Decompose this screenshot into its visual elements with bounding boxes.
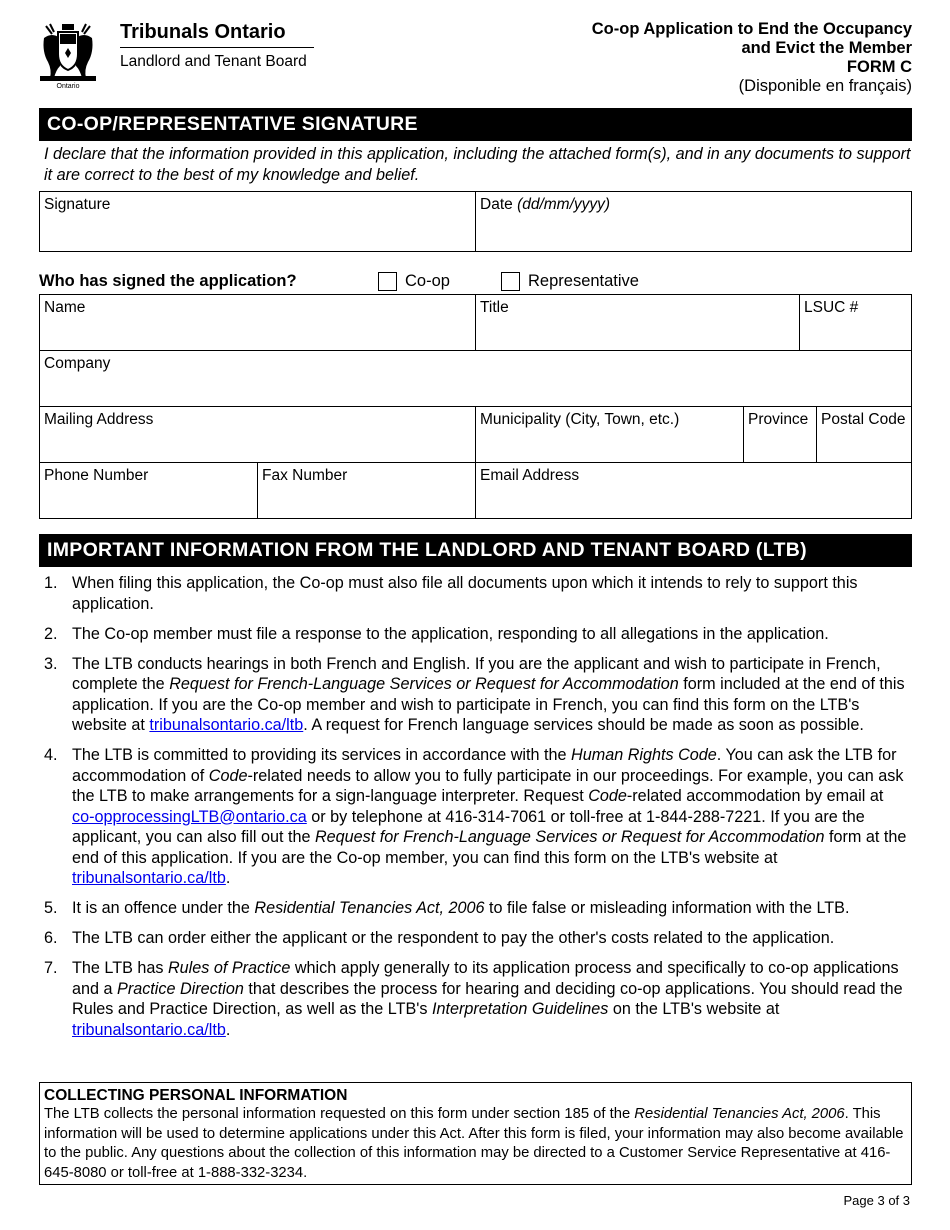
lsuc-label: LSUC # bbox=[804, 299, 859, 316]
form-code: FORM C bbox=[846, 58, 912, 76]
postal-code-field[interactable] bbox=[816, 406, 912, 463]
info-item-3: 3. The LTB conducts hearings in both French and English. If you are the applicant and wish to participate in French, complete the Request for French-Language Services or Request for Accommodation form included at the end of this application. If you are the Co-op member and wish to participate in French, you can find this form on the LTB's website at tribunalsontario.ca/ltb. A request for French language services should be made as soon as possible. bbox=[44, 654, 905, 734]
title-field[interactable] bbox=[475, 294, 800, 351]
email-label: Email Address bbox=[480, 467, 580, 484]
municipality-field[interactable] bbox=[475, 406, 744, 463]
signature-section-title: CO-OP/REPRESENTATIVE SIGNATURE bbox=[39, 108, 912, 141]
signature-field[interactable] bbox=[39, 191, 476, 252]
coop-checkbox[interactable] bbox=[378, 272, 397, 291]
board-name: Landlord and Tenant Board bbox=[120, 53, 307, 70]
ltb-email-link[interactable]: co-opprocessingLTB@ontario.ca bbox=[72, 807, 307, 826]
province-field[interactable] bbox=[743, 406, 817, 463]
coop-checkbox-label: Co-op bbox=[405, 272, 450, 290]
mailing-address-field[interactable] bbox=[39, 406, 476, 463]
fax-label: Fax Number bbox=[262, 467, 348, 484]
title-label: Title bbox=[480, 299, 509, 316]
fax-field[interactable] bbox=[257, 462, 476, 519]
personal-info-box bbox=[39, 1082, 912, 1185]
lsuc-field[interactable] bbox=[799, 294, 912, 351]
ltb-website-link[interactable]: tribunalsontario.ca/ltb bbox=[72, 869, 226, 887]
ltb-website-link[interactable]: tribunalsontario.ca/ltb bbox=[72, 1020, 226, 1039]
info-item-7: 7. The LTB has Rules of Practice which apply generally to its application process and specifically to co-op applications and a Practice Direction that describes the process for hearing and deciding co-op applications. You should read the Rules and Practice Direction, as well as the LTB's Interpretation Guidelines on the LTB's website at tribunalsontario.ca/ltb. bbox=[44, 959, 903, 1039]
info-item-1: 1. When filing this application, the Co-op must also file all documents upon which it intends to rely to support this application. bbox=[44, 574, 858, 613]
representative-checkbox[interactable] bbox=[501, 272, 520, 291]
email-field[interactable] bbox=[475, 462, 912, 519]
who-signed-row bbox=[39, 270, 912, 292]
info-item-2: 2. The Co-op member must file a response to the application, responding to all allegations in the application. bbox=[44, 624, 829, 643]
postal-code-label: Postal Code bbox=[821, 411, 906, 428]
brand-block bbox=[120, 18, 314, 73]
representative-checkbox-label: Representative bbox=[528, 272, 639, 290]
name-field[interactable] bbox=[39, 294, 476, 351]
name-label: Name bbox=[44, 299, 86, 316]
province-label: Province bbox=[748, 411, 809, 428]
company-field[interactable] bbox=[39, 350, 912, 407]
info-item-5: 5. It is an offence under the Residential Tenancies Act, 2006 to file false or misleading information with the LTB. bbox=[44, 899, 850, 917]
svg-text:Ontario: Ontario bbox=[56, 83, 80, 90]
declaration-text: I declare that the information provided in this application, including the attached form(s), and in any documents to support it are correct to the best of my knowledge and belief. bbox=[44, 145, 911, 184]
date-label: Date bbox=[480, 196, 518, 213]
phone-label: Phone Number bbox=[44, 467, 149, 484]
info-list bbox=[44, 573, 910, 1050]
page-number: Page 3 of 3 bbox=[843, 1193, 910, 1208]
form-title-block bbox=[592, 20, 912, 96]
org-name: Tribunals Ontario bbox=[120, 18, 314, 48]
mailing-address-label: Mailing Address bbox=[44, 411, 154, 428]
info-item-4: 4. The LTB is committed to providing its services in accordance with the Human Rights Code. You can ask the LTB for accommodation of Code-related needs to allow you to fully participate in our proceedings. For example, you can ask the LTB to make arrangements for a sign-language interpreter. Request Code-related accommodation by email at co-opprocessingLTB@ontario.ca or by telephone at 416-314-7061 or toll-free at 1-844-288-7221. If you are the applicant, you can also fill out the Request for French-Language Services or Request for Accommodation form at the end of this application. If you are the Co-op member, you can find this form on the LTB's website at tribunalsontario.ca/ltb. bbox=[44, 746, 907, 887]
personal-info-text: The LTB collects the personal information requested on this form under section 185 of the Residential Tenancies Act, 2006. This information will be used to determine applications under this Act. After this form is filed, your information may also become available to the public. Any questions about the collection of this information may be directed to a Customer Service Representative at 416-645-8080 or toll-free at 1-888-332-3234. bbox=[44, 1106, 904, 1181]
language-note: (Disponible en français) bbox=[738, 77, 912, 95]
ltb-website-link[interactable]: tribunalsontario.ca/ltb bbox=[149, 716, 304, 734]
company-label: Company bbox=[44, 355, 111, 372]
page-header bbox=[36, 18, 912, 95]
ontario-logo bbox=[36, 18, 100, 90]
date-format-hint: (dd/mm/yyyy) bbox=[517, 196, 611, 213]
signature-label: Signature bbox=[44, 196, 111, 213]
form-title-line2: and Evict the Member bbox=[741, 39, 912, 57]
phone-field[interactable] bbox=[39, 462, 258, 519]
who-signed-question: Who has signed the application? bbox=[39, 272, 297, 290]
personal-info-title: COLLECTING PERSONAL INFORMATION bbox=[44, 1087, 348, 1104]
form-title-line1: Co-op Application to End the Occupancy bbox=[591, 20, 912, 38]
municipality-label: Municipality (City, Town, etc.) bbox=[480, 411, 680, 428]
date-field[interactable] bbox=[475, 191, 912, 252]
info-section-title: IMPORTANT INFORMATION FROM THE LANDLORD AND TENANT BOARD (LTB) bbox=[39, 534, 912, 567]
info-item-6: 6. The LTB can order either the applicant or the respondent to pay the other's costs related to the application. bbox=[44, 929, 835, 947]
